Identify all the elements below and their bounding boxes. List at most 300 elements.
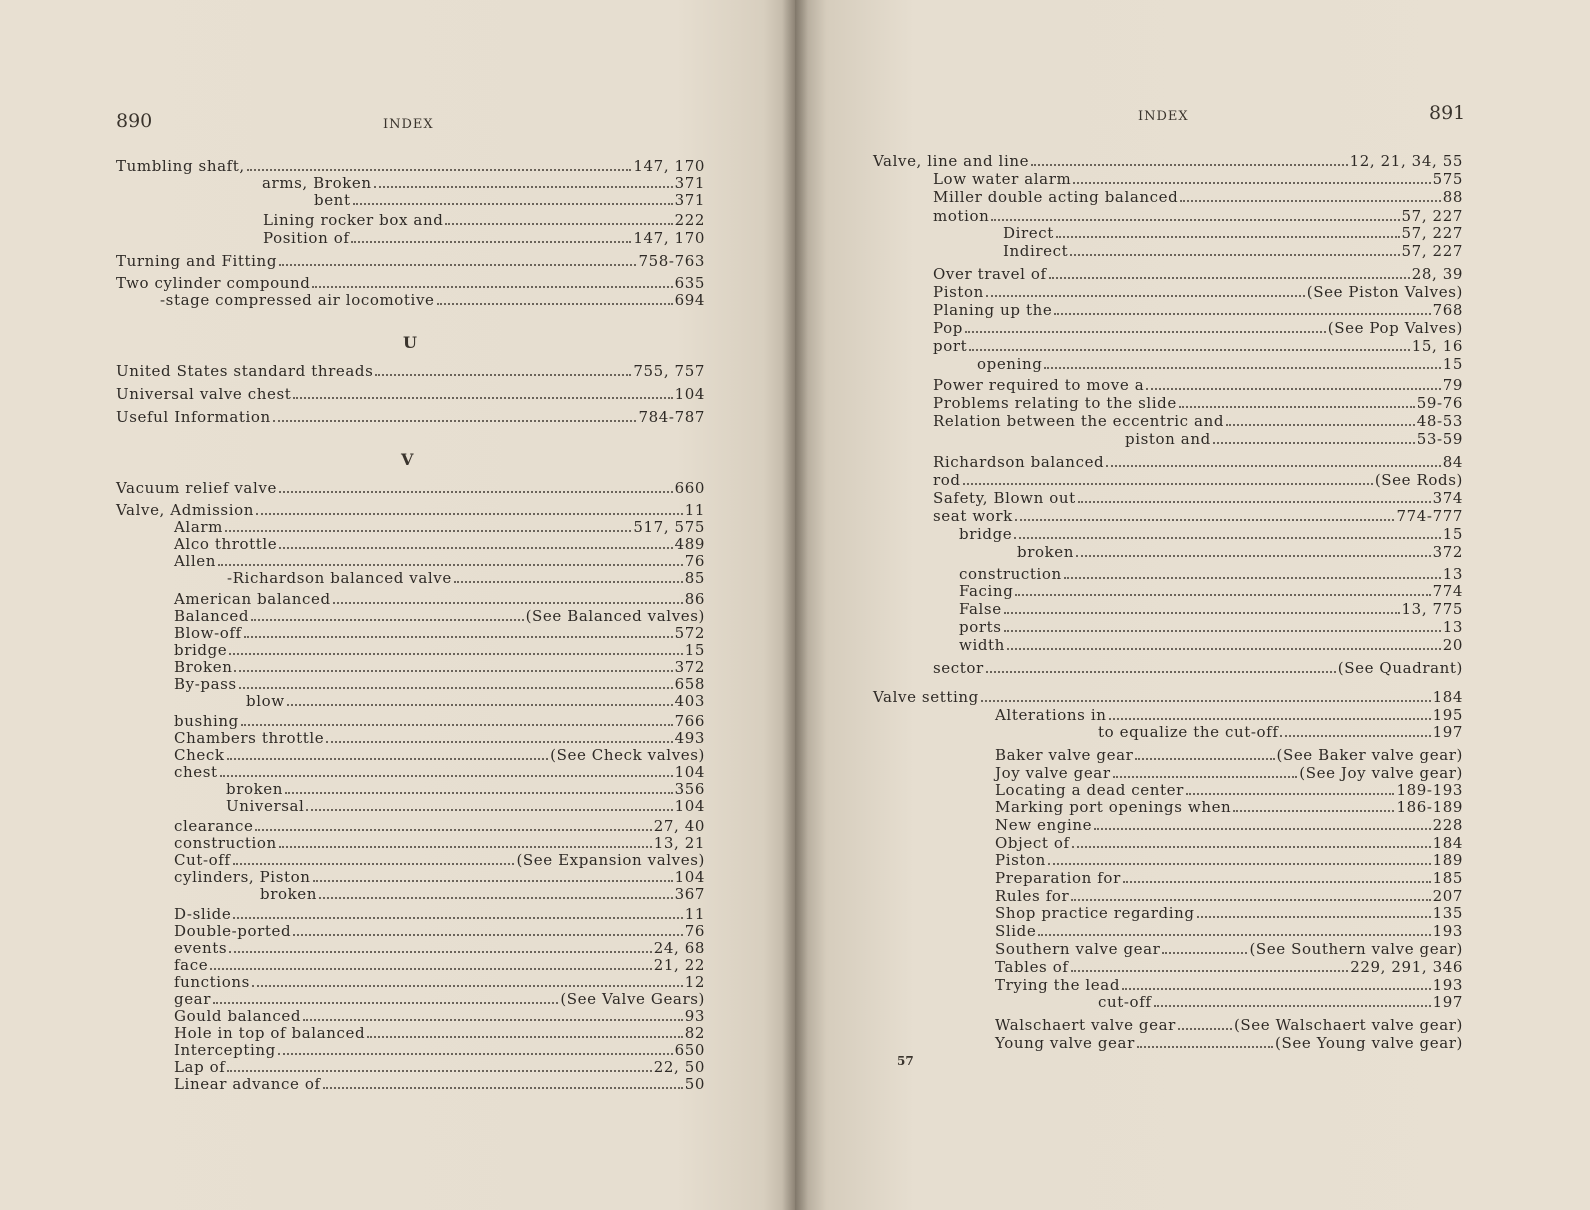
- dot-leader: [312, 286, 672, 288]
- index-entry-page: 57, 227: [1401, 242, 1463, 260]
- index-entry: [933, 302, 1463, 319]
- index-entry-text: Two cylinder compound: [116, 274, 311, 292]
- index-entry-text: Relation between the eccentric and: [933, 412, 1225, 430]
- index-entry: [174, 818, 705, 835]
- index-entry-text: Trying the lead: [995, 976, 1121, 994]
- dot-leader: [1038, 934, 1430, 936]
- index-entry-page: (See Baker valve gear): [1276, 746, 1463, 764]
- dot-leader: [351, 241, 631, 243]
- index-entry-text: bushing: [174, 712, 239, 730]
- dot-leader: [1054, 313, 1430, 315]
- dot-leader: [213, 1002, 558, 1004]
- book-gutter: [782, 0, 808, 1210]
- index-entry-text: Over travel of: [933, 265, 1047, 283]
- index-entry-text: Position of: [263, 229, 350, 247]
- index-entry: [174, 642, 705, 659]
- dot-leader: [210, 968, 652, 970]
- index-entry-page: 184: [1432, 834, 1463, 852]
- index-entry-text: Valve setting: [873, 688, 979, 706]
- index-entry-text: bridge: [174, 641, 228, 659]
- dot-leader: [986, 295, 1305, 297]
- page-number: 890: [116, 110, 153, 132]
- index-entry-page: (See Balanced valves): [525, 607, 705, 625]
- index-entry-page: (See Joy valve gear): [1299, 764, 1463, 782]
- index-entry: [1003, 243, 1463, 260]
- index-entry-page: 493: [674, 729, 705, 747]
- index-entry-page: 21, 22: [653, 956, 705, 974]
- index-entry-text: Rules for: [995, 887, 1070, 905]
- index-entry-text: Miller double acting balanced: [933, 188, 1179, 206]
- index-entry-text: Cut-off: [174, 851, 231, 869]
- index-entry: [263, 212, 705, 229]
- index-entry-text: Check: [174, 746, 225, 764]
- index-entry-page: 85: [684, 569, 705, 587]
- index-entry-page: 15: [1442, 355, 1463, 373]
- index-entry-page: 76: [684, 552, 705, 570]
- index-entry-text: Tumbling shaft,: [116, 157, 245, 175]
- index-entry-text: Preparation for: [995, 869, 1121, 887]
- index-entry: [174, 835, 705, 852]
- index-entry: [174, 1025, 705, 1042]
- index-entry-text: opening: [977, 355, 1043, 373]
- index-entry: [174, 713, 705, 730]
- index-entry-text: Slide: [995, 922, 1037, 940]
- dot-leader: [229, 653, 682, 655]
- index-entry: [933, 266, 1463, 283]
- index-entry: [933, 413, 1463, 430]
- index-entry: [174, 869, 705, 886]
- index-entry-page: (See Expansion valves): [516, 851, 705, 869]
- dot-leader: [1031, 164, 1348, 166]
- index-entry-page: 59-76: [1416, 394, 1463, 412]
- dot-leader: [963, 483, 1373, 485]
- index-entry-text: Planing up the: [933, 301, 1053, 319]
- index-entry-text: Pop: [933, 319, 963, 337]
- index-entry-text: Universal valve chest: [116, 385, 292, 403]
- index-entry-page: 784-787: [638, 408, 705, 426]
- dot-leader: [319, 897, 673, 899]
- index-entry-page: 20: [1442, 636, 1463, 654]
- index-entry: [995, 765, 1463, 782]
- index-entry-text: Chambers throttle: [174, 729, 325, 747]
- index-entry: [995, 852, 1463, 869]
- index-entry: [116, 480, 705, 497]
- index-entry-page: (See Rods): [1374, 471, 1463, 489]
- index-entry-page: 104: [674, 763, 705, 781]
- dot-leader: [252, 985, 683, 987]
- index-entry: [933, 508, 1463, 525]
- index-entry-text: rod: [933, 471, 961, 489]
- index-entry: [116, 386, 705, 403]
- index-entry-page: 11: [684, 501, 705, 519]
- index-entry: [995, 782, 1463, 799]
- index-entry-text: Joy valve gear: [995, 764, 1111, 782]
- index-entry-page: (See Young valve gear): [1275, 1034, 1463, 1052]
- index-entry-text: Broken: [174, 658, 233, 676]
- index-entry-text: construction: [174, 834, 277, 852]
- dot-leader: [1280, 735, 1430, 737]
- index-entry-page: 50: [684, 1075, 705, 1093]
- index-entry: [959, 601, 1463, 618]
- index-entry-page: 197: [1432, 993, 1463, 1011]
- index-entry-page: 367: [674, 885, 705, 903]
- index-entry-page: 15: [1442, 525, 1463, 543]
- index-entry-text: Low water alarm: [933, 170, 1072, 188]
- index-entry-text: Richardson balanced: [933, 453, 1105, 471]
- index-entry-text: -Richardson balanced valve: [227, 569, 452, 587]
- index-entry: [995, 870, 1463, 887]
- dot-leader: [279, 547, 672, 549]
- dot-leader: [1078, 501, 1431, 503]
- index-entry: [1017, 544, 1463, 561]
- index-entry: [174, 591, 705, 608]
- dot-leader: [251, 619, 524, 621]
- index-entry-text: Direct: [1003, 224, 1054, 242]
- index-entry: [174, 852, 705, 869]
- index-entry: [933, 660, 1463, 677]
- index-entry-page: 104: [674, 385, 705, 403]
- running-head: INDEX: [1138, 109, 1189, 124]
- index-entry-page: 758-763: [638, 252, 705, 270]
- index-entry: [174, 923, 705, 940]
- index-entry-page: 147, 170: [633, 229, 705, 247]
- dot-leader: [1004, 612, 1400, 614]
- dot-leader: [1004, 630, 1441, 632]
- index-entry-page: 186-189: [1396, 798, 1463, 816]
- index-entry: [174, 659, 705, 676]
- index-entry-text: New engine: [995, 816, 1093, 834]
- dot-leader: [229, 951, 651, 953]
- dot-leader: [255, 829, 651, 831]
- index-entry-page: 660: [674, 479, 705, 497]
- dot-leader: [241, 724, 673, 726]
- index-entry-text: broken: [1017, 543, 1075, 561]
- index-entry-text: clearance: [174, 817, 254, 835]
- index-entry-text: Lining rocker box and: [263, 211, 444, 229]
- index-entry-text: motion: [933, 207, 990, 225]
- index-entry: [933, 189, 1463, 206]
- index-entry-page: 57, 227: [1401, 224, 1463, 242]
- index-entry: [260, 886, 705, 903]
- index-entry-text: Safety, Blown out: [933, 489, 1076, 507]
- index-entry-text: Alarm: [174, 518, 223, 536]
- index-entry-page: 193: [1432, 922, 1463, 940]
- index-entry: [174, 1059, 705, 1076]
- index-entry-page: 356: [674, 780, 705, 798]
- index-entry-text: Facing: [959, 582, 1014, 600]
- index-entry-page: (See Southern valve gear): [1249, 940, 1463, 958]
- index-entry-page: 135: [1432, 904, 1463, 922]
- dot-leader: [445, 223, 672, 225]
- dot-leader: [1015, 594, 1430, 596]
- index-entry-text: bent: [314, 191, 351, 209]
- dot-leader: [239, 687, 673, 689]
- index-entry-text: bridge: [959, 525, 1013, 543]
- index-entry: [174, 519, 705, 536]
- index-entry-page: 185: [1432, 869, 1463, 887]
- dot-leader: [1226, 424, 1415, 426]
- dot-leader: [1178, 1028, 1232, 1030]
- index-entry-text: events: [174, 939, 228, 957]
- index-entry-text: D-slide: [174, 905, 232, 923]
- index-entry-page: 193: [1432, 976, 1463, 994]
- dot-leader: [225, 530, 631, 532]
- index-entry: [995, 817, 1463, 834]
- index-entry: [174, 625, 705, 642]
- dot-leader: [1007, 648, 1441, 650]
- index-entry-page: 189: [1432, 851, 1463, 869]
- index-entry-page: 93: [684, 1007, 705, 1025]
- index-entry-text: Balanced: [174, 607, 250, 625]
- dot-leader: [227, 1070, 651, 1072]
- index-entry-page: 195: [1432, 706, 1463, 724]
- index-entry: [995, 747, 1463, 764]
- dot-leader: [1137, 1046, 1273, 1048]
- index-entry: [226, 798, 705, 815]
- index-entry: [116, 502, 705, 519]
- dot-leader: [1072, 846, 1431, 848]
- index-entry: [174, 1008, 705, 1025]
- index-entry-page: 197: [1432, 723, 1463, 741]
- index-entry-text: Useful Information: [116, 408, 271, 426]
- index-entry: [995, 941, 1463, 958]
- dot-leader: [367, 1036, 683, 1038]
- dot-leader: [374, 186, 673, 188]
- index-entry-page: 374: [1432, 489, 1463, 507]
- index-entry-text: Intercepting: [174, 1041, 276, 1059]
- dot-leader: [375, 374, 631, 376]
- index-entry-text: Indirect: [1003, 242, 1069, 260]
- index-entry-page: 658: [674, 675, 705, 693]
- dot-leader: [1179, 406, 1415, 408]
- index-entry-text: Hole in top of balanced: [174, 1024, 366, 1042]
- index-entry-page: (See Pop Valves): [1327, 319, 1463, 337]
- dot-leader: [287, 704, 673, 706]
- index-entry-text: By-pass: [174, 675, 237, 693]
- section-heading-v: V: [401, 450, 414, 469]
- index-entry: [174, 1042, 705, 1059]
- dot-leader: [1213, 442, 1415, 444]
- index-entry-text: to equalize the cut-off: [1098, 723, 1279, 741]
- dot-leader: [1123, 881, 1431, 883]
- dot-leader: [1162, 952, 1247, 954]
- dot-leader: [1056, 236, 1400, 238]
- index-entry-page: 774: [1432, 582, 1463, 600]
- index-entry: [933, 338, 1463, 355]
- index-entry: [1098, 994, 1463, 1011]
- index-entry: [174, 991, 705, 1008]
- index-entry-page: 12: [684, 973, 705, 991]
- index-entry-page: 57, 227: [1401, 207, 1463, 225]
- dot-leader: [1064, 577, 1441, 579]
- page-number: 891: [1429, 102, 1466, 124]
- dot-leader: [333, 602, 683, 604]
- index-entry: [995, 977, 1463, 994]
- index-entry: [959, 619, 1463, 636]
- index-entry: [262, 175, 705, 192]
- index-entry-page: 82: [684, 1024, 705, 1042]
- index-entry: [995, 1035, 1463, 1052]
- dot-leader: [293, 397, 672, 399]
- section-heading-u: U: [403, 333, 417, 352]
- dot-leader: [1106, 465, 1440, 467]
- index-entry: [226, 781, 705, 798]
- index-entry-page: 517, 575: [633, 518, 705, 536]
- index-entry-page: (See Walschaert valve gear): [1233, 1016, 1463, 1034]
- index-entry-page: (See Check valves): [550, 746, 705, 764]
- index-entry-page: 11: [684, 905, 705, 923]
- index-entry-text: width: [959, 636, 1005, 654]
- index-entry: [174, 940, 705, 957]
- index-entry: [1125, 431, 1463, 448]
- index-entry-page: 88: [1442, 188, 1463, 206]
- index-entry-page: 13, 775: [1401, 600, 1463, 618]
- index-entry-page: (See Piston Valves): [1306, 283, 1463, 301]
- dot-leader: [227, 758, 549, 760]
- index-entry-text: cylinders, Piston: [174, 868, 311, 886]
- dot-leader: [1014, 537, 1440, 539]
- index-entry: [174, 608, 705, 625]
- index-entry-page: 12, 21, 34, 55: [1349, 152, 1463, 170]
- dot-leader: [244, 636, 673, 638]
- index-entry-text: Piston: [995, 851, 1046, 869]
- dot-leader: [1122, 988, 1431, 990]
- index-entry: [995, 707, 1463, 724]
- dot-leader: [1154, 1005, 1431, 1007]
- dot-leader: [279, 491, 673, 493]
- index-entry: [933, 454, 1463, 471]
- index-entry-text: Problems relating to the slide: [933, 394, 1177, 412]
- index-entry-text: port: [933, 337, 968, 355]
- index-entry: [977, 356, 1463, 373]
- index-entry-page: 228: [1432, 816, 1463, 834]
- index-entry-page: (See Valve Gears): [560, 990, 705, 1008]
- index-entry-page: 635: [674, 274, 705, 292]
- index-entry: [933, 377, 1463, 394]
- dot-leader: [1186, 793, 1395, 795]
- dot-leader: [1233, 810, 1394, 812]
- index-entry-page: 694: [674, 291, 705, 309]
- index-entry: [1003, 225, 1463, 242]
- index-entry-page: 371: [674, 174, 705, 192]
- index-entry-page: 229, 291, 346: [1350, 958, 1463, 976]
- dot-leader: [306, 809, 672, 811]
- dot-leader: [1071, 899, 1430, 901]
- index-entry-text: Universal: [226, 797, 305, 815]
- index-entry-page: 207: [1432, 887, 1463, 905]
- index-entry-text: ports: [959, 618, 1002, 636]
- dot-leader: [303, 1019, 683, 1021]
- index-entry-text: Baker valve gear: [995, 746, 1134, 764]
- index-entry-text: Lap of: [174, 1058, 226, 1076]
- index-entry-text: American balanced: [174, 590, 331, 608]
- index-entry-page: 768: [1432, 301, 1463, 319]
- index-entry-page: 403: [674, 692, 705, 710]
- dot-leader: [1109, 718, 1431, 720]
- dot-leader: [313, 880, 673, 882]
- index-entry: [263, 230, 705, 247]
- dot-leader: [279, 264, 636, 266]
- index-entry: [116, 275, 705, 292]
- index-entry: [174, 974, 705, 991]
- dot-leader: [1146, 388, 1440, 390]
- signature-mark: 57: [897, 1054, 914, 1068]
- right-page: [795, 0, 1590, 1210]
- dot-leader: [1070, 254, 1399, 256]
- index-entry-page: 766: [674, 712, 705, 730]
- index-entry-page: 13, 21: [653, 834, 705, 852]
- index-entry-page: 372: [674, 658, 705, 676]
- index-entry-text: Alterations in: [995, 706, 1107, 724]
- index-entry: [933, 284, 1463, 301]
- dot-leader: [1071, 970, 1349, 972]
- index-entry-page: 774-777: [1396, 507, 1463, 525]
- index-entry-page: 53-59: [1416, 430, 1463, 448]
- index-entry-page: 86: [684, 590, 705, 608]
- dot-leader: [273, 420, 637, 422]
- index-entry-page: (See Quadrant): [1337, 659, 1463, 677]
- index-entry: [959, 583, 1463, 600]
- dot-leader: [326, 741, 672, 743]
- dot-leader: [233, 863, 515, 865]
- index-entry-text: Allen: [174, 552, 216, 570]
- index-entry-page: 147, 170: [633, 157, 705, 175]
- index-entry-page: 104: [674, 868, 705, 886]
- index-entry-text: Linear advance of: [174, 1075, 321, 1093]
- index-entry: [174, 764, 705, 781]
- dot-leader: [1180, 200, 1440, 202]
- index-entry: [873, 689, 1463, 706]
- index-entry-text: Piston: [933, 283, 984, 301]
- index-entry-text: cut-off: [1098, 993, 1152, 1011]
- index-entry-text: Turning and Fitting: [116, 252, 278, 270]
- dot-leader: [437, 303, 673, 305]
- index-entry: [995, 888, 1463, 905]
- index-entry-text: Marking port openings when: [995, 798, 1232, 816]
- index-entry-text: Valve, Admission: [116, 501, 255, 519]
- dot-leader: [965, 331, 1326, 333]
- index-entry: [227, 570, 705, 587]
- dot-leader: [285, 792, 673, 794]
- dot-leader: [293, 934, 683, 936]
- index-entry: [174, 1076, 705, 1093]
- index-entry: [933, 320, 1463, 337]
- index-entry-page: 222: [674, 211, 705, 229]
- index-entry-page: 84: [1442, 453, 1463, 471]
- index-entry: [174, 536, 705, 553]
- index-entry: [174, 957, 705, 974]
- index-entry-text: United States standard threads: [116, 362, 374, 380]
- index-entry-text: Double-ported: [174, 922, 292, 940]
- index-entry: [933, 472, 1463, 489]
- dot-leader: [278, 1053, 673, 1055]
- index-entry: [959, 637, 1463, 654]
- index-entry: [995, 905, 1463, 922]
- running-head: INDEX: [383, 117, 434, 132]
- index-entry: [933, 208, 1463, 225]
- dot-leader: [969, 349, 1409, 351]
- dot-leader: [233, 917, 682, 919]
- index-entry-text: Object of: [995, 834, 1070, 852]
- dot-leader: [1135, 758, 1274, 760]
- index-entry: [116, 409, 705, 426]
- dot-leader: [1094, 828, 1430, 830]
- dot-leader: [323, 1087, 683, 1089]
- index-entry-page: 48-53: [1416, 412, 1463, 430]
- dot-leader: [234, 670, 672, 672]
- index-entry-page: 28, 39: [1411, 265, 1463, 283]
- index-entry-page: 489: [674, 535, 705, 553]
